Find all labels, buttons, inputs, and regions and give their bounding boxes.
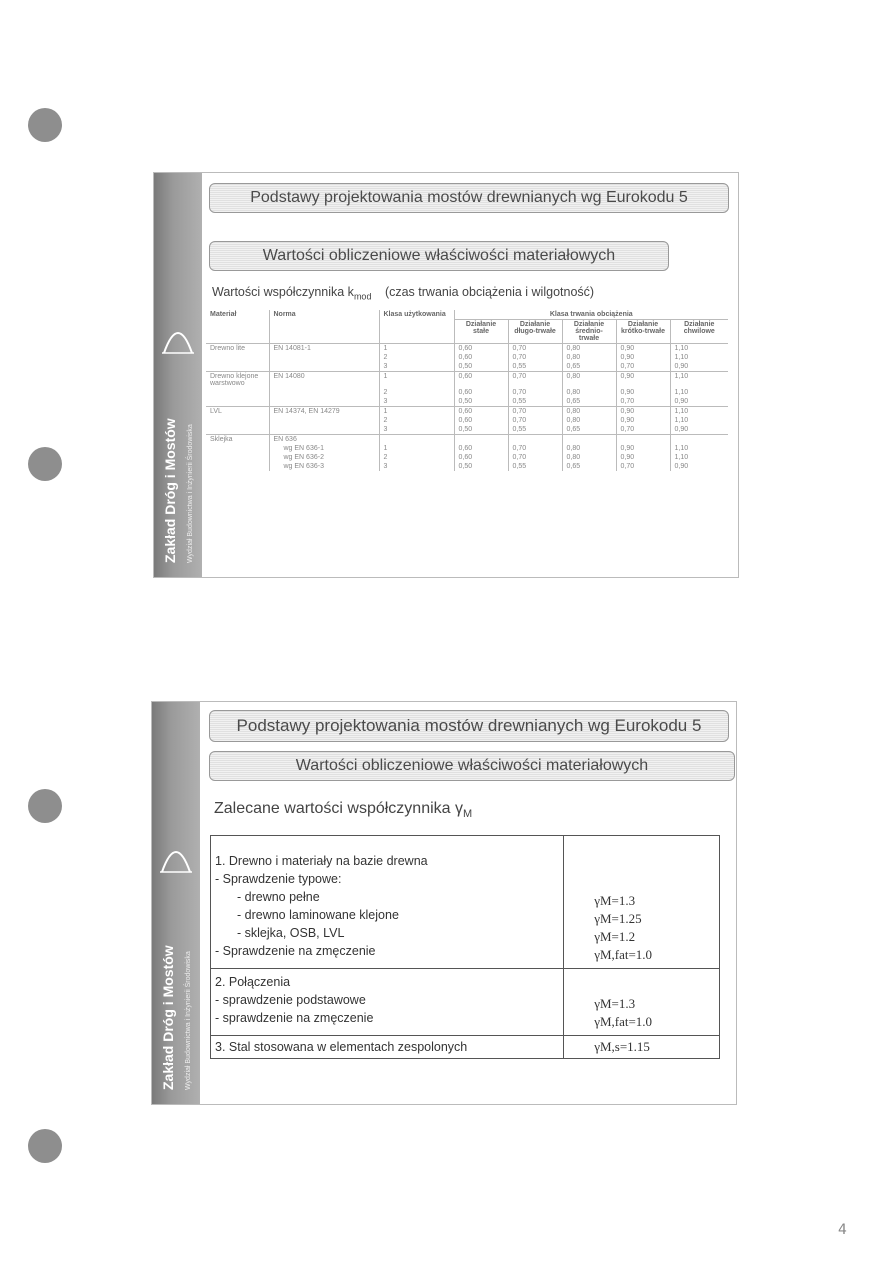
kmod-value: 0,70 (616, 362, 670, 372)
sec1-line: - sklejka, OSB, LVL (237, 926, 345, 940)
kmod-value: 0,55 (508, 362, 562, 372)
kmod-table (206, 310, 728, 471)
slide-header-text: Podstawy projektowania mostów drewnianych wg Eurokodu 5 (236, 716, 702, 735)
kmod-value: 0,90 (670, 425, 728, 435)
slide-header-text: Podstawy projektowania mostów drewnianych wg Eurokodu 5 (250, 189, 688, 206)
table-row (206, 453, 728, 462)
kmod-value: 0,80 (562, 388, 616, 397)
gamma-value: γM=1.2 (594, 929, 636, 944)
kmod-value: 0,70 (508, 353, 562, 362)
col-material-header: Materiał (210, 311, 237, 318)
page-number: 4 (838, 1222, 847, 1238)
material-cell (206, 397, 269, 407)
kmod-value: 0,90 (616, 353, 670, 362)
gamma-value: γM=1.25 (594, 911, 642, 926)
gamma-value: γM,s=1.15 (594, 1039, 650, 1054)
kmod-value: 0,90 (616, 416, 670, 425)
kmod-value (670, 435, 728, 445)
kmod-value: 0,90 (670, 397, 728, 407)
kmod-value: 0,80 (562, 353, 616, 362)
load-class-header: Działanie chwilowe (670, 320, 728, 344)
slide-sidebar (152, 702, 200, 1104)
norm-cell: EN 14374, EN 14279 (269, 407, 379, 417)
kmod-value: 0,90 (616, 453, 670, 462)
kmod-value: 0,70 (508, 407, 562, 417)
kmod-value: 0,90 (616, 344, 670, 354)
norm-cell (269, 353, 379, 362)
kmod-value: 0,70 (508, 388, 562, 397)
gamma-value: γM,fat=1.0 (594, 1014, 653, 1029)
material-cell: Drewno lite (206, 344, 269, 354)
kmod-value (508, 435, 562, 445)
class-cell: 1 (379, 344, 454, 354)
kmod-value: 0,65 (562, 362, 616, 372)
table-row (206, 344, 728, 354)
norm-cell: wg EN 636-3 (269, 462, 379, 471)
kmod-value: 0,50 (454, 397, 508, 407)
table-row (206, 416, 728, 425)
norm-cell (269, 397, 379, 407)
kmod-value: 0,80 (562, 444, 616, 453)
kmod-value: 0,80 (562, 407, 616, 417)
kmod-value: 0,90 (616, 388, 670, 397)
kmod-value: 0,65 (562, 397, 616, 407)
sec2-line: - sprawdzenie na zmęczenie (215, 1011, 374, 1025)
material-cell: Sklejka (206, 435, 269, 445)
class-cell: 2 (379, 453, 454, 462)
sec2-line: - sprawdzenie podstawowe (215, 993, 366, 1007)
kmod-value: 0,55 (508, 425, 562, 435)
kmod-value: 0,60 (454, 388, 508, 397)
material-cell (206, 425, 269, 435)
kmod-value: 1,10 (670, 453, 728, 462)
kmod-value: 0,80 (562, 453, 616, 462)
gamma-value: γM=1.3 (594, 893, 636, 908)
class-cell (379, 435, 454, 445)
material-cell (206, 353, 269, 362)
kmod-value: 0,90 (670, 462, 728, 471)
section-title-text: Wartości obliczeniowe właściwości materiałowych (262, 247, 616, 264)
col-class-header: Klasa użytkowania (379, 310, 454, 344)
norm-cell (269, 425, 379, 435)
punch-hole (28, 108, 62, 142)
table-row (206, 425, 728, 435)
class-cell: 2 (379, 388, 454, 397)
section-title-text: Wartości obliczeniowe właściwości materiałowych (295, 757, 649, 774)
kmod-value: 0,60 (454, 353, 508, 362)
table-row (206, 388, 728, 397)
class-cell: 1 (379, 407, 454, 417)
sidebar-subtitle: Wydział Budownictwa i Inżynierii Środowiska (185, 951, 192, 1090)
kmod-value: 0,70 (508, 444, 562, 453)
class-cell: 2 (379, 353, 454, 362)
bridge-logo-icon (158, 822, 194, 882)
norm-cell: EN 14081-1 (269, 344, 379, 354)
kmod-value: 0,60 (454, 407, 508, 417)
load-class-header: Działanie średnio-trwałe (562, 320, 616, 344)
table-row (206, 362, 728, 372)
sec2-title: 2. Połączenia (215, 975, 291, 989)
norm-cell (269, 416, 379, 425)
gamma-value: γM=1.3 (594, 996, 636, 1011)
kmod-value (616, 435, 670, 445)
norm-cell (269, 388, 379, 397)
kmod-value: 1,10 (670, 372, 728, 389)
kmod-value (454, 435, 508, 445)
sidebar-title: Zakład Dróg i Mostów (162, 418, 178, 563)
col-group-header: Klasa trwania obciążenia (454, 310, 728, 320)
table-row (206, 407, 728, 417)
norm-cell: wg EN 636-2 (269, 453, 379, 462)
punch-hole (28, 1129, 62, 1163)
load-class-header: Działanie stałe (454, 320, 508, 344)
kmod-value: 0,90 (616, 372, 670, 389)
material-cell: LVL (206, 407, 269, 417)
punch-hole (28, 789, 62, 823)
kmod-value: 0,60 (454, 344, 508, 354)
slide-kmod (153, 172, 739, 578)
sidebar-title: Zakład Dróg i Mostów (160, 945, 176, 1090)
kmod-value: 1,10 (670, 353, 728, 362)
kmod-value: 0,90 (670, 362, 728, 372)
kmod-value: 0,80 (562, 416, 616, 425)
class-cell: 3 (379, 462, 454, 471)
material-cell (206, 362, 269, 372)
class-cell: 3 (379, 397, 454, 407)
kmod-value: 0,70 (508, 416, 562, 425)
class-cell: 1 (379, 444, 454, 453)
slide-gamma (151, 701, 737, 1105)
kmod-value: 0,90 (616, 407, 670, 417)
section-title (209, 751, 735, 781)
kmod-value: 0,70 (508, 344, 562, 354)
kmod-value: 1,10 (670, 344, 728, 354)
kmod-value: 0,60 (454, 453, 508, 462)
kmod-value: 0,80 (562, 344, 616, 354)
kmod-value: 0,50 (454, 425, 508, 435)
class-cell: 1 (379, 372, 454, 389)
kmod-value: 0,55 (508, 397, 562, 407)
section-title (209, 241, 669, 271)
kmod-value: 0,70 (616, 397, 670, 407)
sec1-title: 1. Drewno i materiały na bazie drewna (215, 854, 428, 868)
slide-header (209, 710, 729, 742)
kmod-value: 0,80 (562, 372, 616, 389)
kmod-value: 0,60 (454, 416, 508, 425)
gamma-table (210, 835, 720, 1059)
norm-cell: EN 636 (269, 435, 379, 445)
slide-subtitle: Zalecane wartości współczynnika $\gamma_M$ (214, 800, 473, 821)
material-cell (206, 388, 269, 397)
kmod-value: 0,70 (508, 453, 562, 462)
gamma-value: γM,fat=1.0 (594, 947, 653, 962)
kmod-value: 1,10 (670, 416, 728, 425)
table-row (206, 397, 728, 407)
material-cell (206, 444, 269, 453)
table-row (206, 462, 728, 471)
table-row (206, 372, 728, 389)
table-row (211, 969, 720, 1036)
kmod-value: 0,90 (616, 444, 670, 453)
table-row (211, 1036, 720, 1059)
material-cell (206, 462, 269, 471)
kmod-value: 0,70 (616, 425, 670, 435)
load-class-header: Działanie długo-trwałe (508, 320, 562, 344)
norm-cell: wg EN 636-1 (269, 444, 379, 453)
kmod-value: 0,50 (454, 362, 508, 372)
material-cell (206, 453, 269, 462)
bridge-logo-icon (160, 303, 196, 363)
table-row (206, 435, 728, 445)
table-row (206, 444, 728, 453)
kmod-value: 0,70 (508, 372, 562, 389)
kmod-value: 1,10 (670, 444, 728, 453)
sec1-line: - Sprawdzenie typowe: (215, 872, 342, 886)
kmod-value: 0,65 (562, 462, 616, 471)
punch-hole (28, 447, 62, 481)
sec1-line: - drewno laminowane klejone (237, 908, 399, 922)
sidebar-subtitle: Wydział Budownictwa i Inżynierii Środowiska (187, 424, 194, 563)
kmod-value: 0,60 (454, 444, 508, 453)
kmod-value: 0,60 (454, 372, 508, 389)
slide-header (209, 183, 729, 213)
norm-cell: EN 14080 (269, 372, 379, 389)
kmod-value: 0,55 (508, 462, 562, 471)
sec1-line: - drewno pełne (237, 890, 320, 904)
norm-cell (269, 362, 379, 372)
table-row (206, 353, 728, 362)
kmod-value: 0,50 (454, 462, 508, 471)
kmod-value: 1,10 (670, 388, 728, 397)
kmod-value: 0,70 (616, 462, 670, 471)
class-cell: 3 (379, 425, 454, 435)
sec3-title: 3. Stal stosowana w elementach zespolonych (215, 1040, 468, 1054)
table-row (211, 836, 720, 969)
slide-subtitle: Wartości współczynnika $k_{mod}$ (czas trwania obciążenia i wilgotność) (212, 285, 595, 302)
slide-sidebar (154, 173, 202, 577)
material-cell (206, 416, 269, 425)
sec1-line: - Sprawdzenie na zmęczenie (215, 944, 376, 958)
kmod-value (562, 435, 616, 445)
class-cell: 3 (379, 362, 454, 372)
class-cell: 2 (379, 416, 454, 425)
kmod-value: 0,65 (562, 425, 616, 435)
load-class-header: Działanie krótko-trwałe (616, 320, 670, 344)
material-cell: Drewno klejone warstwowo (206, 372, 269, 389)
kmod-value: 1,10 (670, 407, 728, 417)
col-norm-header: Norma (269, 310, 379, 344)
